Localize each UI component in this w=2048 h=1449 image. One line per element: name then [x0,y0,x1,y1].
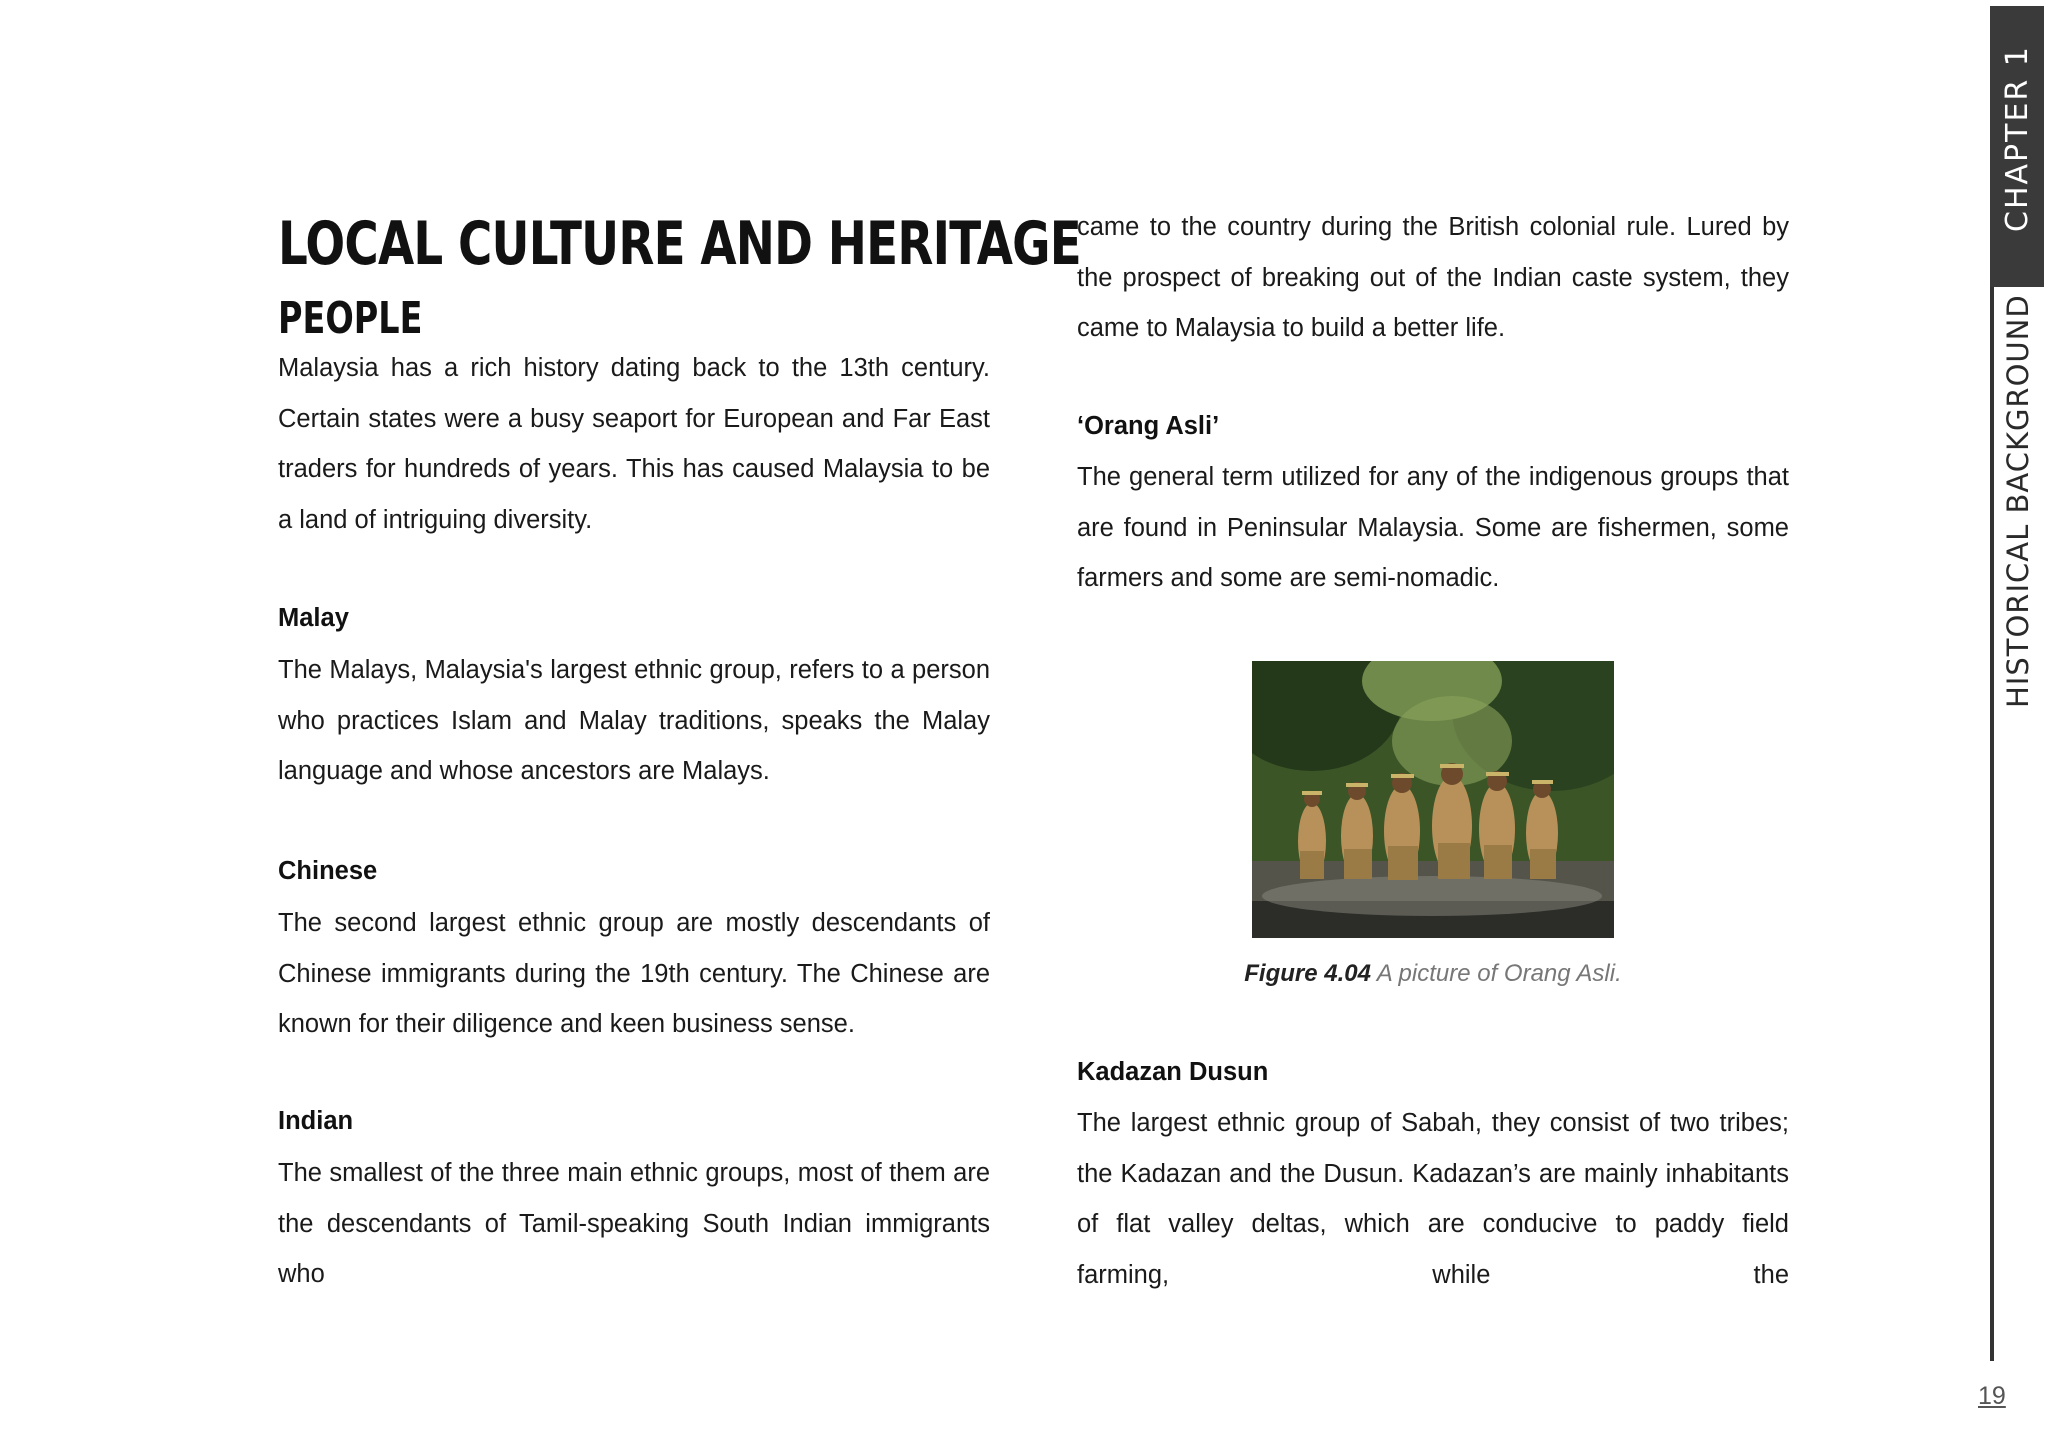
chapter-label: CHAPTER 1 [2000,45,2035,232]
figure-caption-text: A picture of Orang Asli. [1370,960,1622,987]
orang-asli-paragraph: The general term utilized for any of the indigenous groups that are found in Peninsular Malaysia. Some are fishermen, some farmers and some are semi-nomadic. [1077,463,1789,593]
figure-label: Figure 4.04 [1244,960,1371,987]
section-subtitle: PEOPLE [278,293,423,344]
kadazan-paragraph: The largest ethnic group of Sabah, they consist of two tribes; the Kadazan and the Dusun. Kadazan’s are mainly inhabitants of flat valley deltas, which are conducive to paddy field farming, while the [1077,1109,1789,1289]
heading-indian: Indian [278,1107,354,1135]
figure-caption [1077,957,1789,991]
indian-paragraph: The smallest of the three main ethnic groups, most of them are the descendants of Tamil-speaking South Indian immigrants who [278,1159,990,1289]
orang-asli-photo [1252,661,1614,938]
section-label[interactable]: HISTORICAL BACKGROUND [2001,294,2035,708]
heading-kadazan-dusun: Kadazan Dusun [1077,1058,1269,1086]
heading-orang-asli: ‘Orang Asli’ [1077,412,1220,440]
heading-malay: Malay [278,604,349,632]
indian-continued-paragraph: came to the country during the British colonial rule. Lured by the prospect of breaking out of the Indian caste system, they came to Malaysia to build a better life. [1077,213,1789,343]
heading-chinese: Chinese [278,857,378,885]
chinese-paragraph: The second largest ethnic group are mostly descendants of Chinese immigrants during the 19th century. The Chinese are known for their diligence and keen business sense. [278,909,990,1039]
side-divider-line [1990,287,1994,1361]
page-number: 19 [1978,1382,2006,1410]
chapter-tab[interactable] [1990,6,2044,287]
malay-paragraph: The Malays, Malaysia's largest ethnic group, refers to a person who practices Islam and Malay traditions, speaks the Malay language and whose ancestors are Malays. [278,656,990,786]
intro-paragraph: Malaysia has a rich history dating back to the 13th century. Certain states were a busy seaport for European and Far East traders for hundreds of years. This has caused Malaysia to be a land of intriguing diversity. [278,354,990,534]
page-title: LOCAL CULTURE AND HERITAGE [278,209,1081,279]
